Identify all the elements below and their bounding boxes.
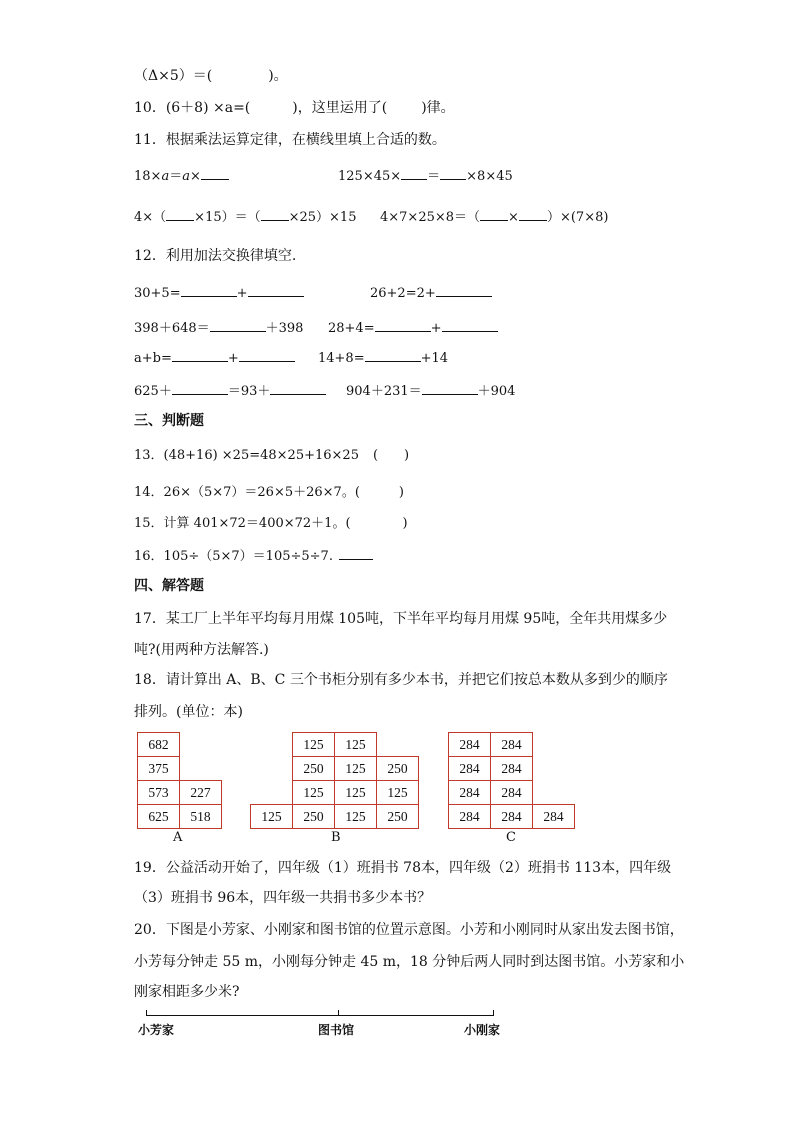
question-13: 13．(48+16) ×25=48×25+16×25 ( ) — [134, 448, 410, 463]
blank[interactable] — [210, 318, 266, 332]
blank[interactable] — [365, 348, 421, 362]
cell: 250 — [377, 805, 419, 829]
cell: 518 — [180, 805, 222, 829]
question-14: 14．26×（5×7）＝26×5＋26×7。( ) — [134, 485, 404, 500]
left-end-tick — [146, 1010, 147, 1016]
q12-row2-right: 28+4= + — [328, 318, 498, 338]
cell: 250 — [293, 757, 335, 781]
cell: 125 — [377, 781, 419, 805]
cell: 284 — [449, 781, 491, 805]
question-20-line1: 20．下图是小芳家、小刚家和图书馆的位置示意图。小芳和小刚同时从家出发去图书馆， — [134, 922, 684, 938]
cell: 250 — [377, 757, 419, 781]
cell: 375 — [138, 757, 180, 781]
bookcase-a-label: A — [173, 830, 183, 845]
cell: 625 — [138, 805, 180, 829]
question-18-line1: 18．请计算出 A、B、C 三个书柜分别有多少本书，并把它们按总本数从多到少的顺序 — [134, 672, 668, 688]
blank[interactable] — [401, 166, 427, 180]
cell: 125 — [335, 757, 377, 781]
cell: 227 — [180, 781, 222, 805]
q11-row2-right: 4×7×25×8＝（ × ）×(7×8) — [380, 207, 608, 227]
q12-row4-right: 904＋231＝ ＋904 — [346, 381, 515, 401]
question-20-line3: 刚家相距多少米? — [134, 984, 240, 1000]
blank[interactable] — [480, 207, 508, 221]
q9-tail: （Δ×5）＝( )。 — [134, 68, 288, 84]
blank[interactable] — [436, 283, 492, 297]
cell: 573 — [138, 781, 180, 805]
right-end-tick — [493, 1010, 494, 1016]
blank[interactable] — [239, 348, 295, 362]
blank[interactable] — [201, 166, 229, 180]
cell: 125 — [293, 781, 335, 805]
bookcase-b-label: B — [331, 830, 341, 845]
question-16: 16．105÷（5×7）＝105÷5÷7. — [134, 546, 373, 566]
question-10: 10．(6＋8) ×a=( )，这里运用了( )律。 — [134, 100, 455, 116]
q11-row2-left: 4×（ ×15）＝（ ×25）×15 — [134, 207, 356, 227]
cell: 125 — [335, 733, 377, 757]
blank[interactable] — [422, 381, 478, 395]
cell: 284 — [491, 781, 533, 805]
question-17-line2: 吨?(用两种方法解答.) — [134, 642, 269, 658]
cell: 125 — [251, 805, 293, 829]
cell: 284 — [449, 757, 491, 781]
blank[interactable] — [181, 283, 237, 297]
q11-row1-left: 18×a＝a× — [134, 166, 229, 186]
cell: 284 — [533, 805, 575, 829]
question-19-line2: （3）班捐书 96本，四年级一共捐书多少本书？ — [134, 890, 432, 906]
cell: 284 — [449, 805, 491, 829]
cell: 284 — [491, 757, 533, 781]
q12-row3-left: a+b= + — [134, 348, 295, 368]
xiaogang-home-label: 小刚家 — [464, 1023, 501, 1037]
bookcase-c-label: C — [506, 830, 516, 845]
cell: 125 — [335, 781, 377, 805]
cell: 284 — [449, 733, 491, 757]
cell: 682 — [138, 733, 180, 757]
blank[interactable] — [440, 166, 466, 180]
cell: 125 — [293, 733, 335, 757]
question-19-line1: 19．公益活动开始了，四年级（1）班捐书 78本，四年级（2）班捐书 113本，四年级 — [134, 860, 672, 876]
xiaofang-home-label: 小芳家 — [138, 1023, 175, 1037]
section-answer-heading: 四、解答题 — [134, 578, 204, 594]
blank[interactable] — [261, 207, 289, 221]
bookcase-c — [448, 732, 575, 829]
bookcase-a — [137, 732, 222, 829]
q12-row1-right: 26+2=2+ — [370, 283, 492, 303]
cell: 125 — [335, 805, 377, 829]
question-20-line2: 小芳每分钟走 55 m，小刚每分钟走 45 m，18 分钟后两人同时到达图书馆。小芳家和小 — [134, 954, 685, 970]
blank[interactable] — [172, 348, 228, 362]
section-judgement-heading: 三、判断题 — [134, 413, 204, 429]
question-11-title: 11．根据乘法运算定律，在横线里填上合适的数。 — [134, 132, 446, 148]
q12-row3-right: 14+8= +14 — [318, 348, 448, 368]
question-15: 15．计算 401×72＝400×72＋1。( ) — [134, 516, 408, 531]
blank[interactable] — [519, 207, 547, 221]
q12-row1-left: 30+5= + — [134, 283, 304, 303]
library-tick — [338, 1010, 339, 1016]
blank[interactable] — [270, 381, 326, 395]
q11-row1-right: 125×45× ＝ ×8×45 — [338, 166, 513, 186]
blank[interactable] — [442, 318, 498, 332]
blank[interactable] — [375, 318, 431, 332]
blank[interactable] — [248, 283, 304, 297]
question-12-title: 12．利用加法交换律填空. — [134, 248, 297, 264]
question-17-line1: 17．某工厂上半年平均每月用煤 105吨，下半年平均每月用煤 95吨，全年共用煤多少 — [134, 611, 668, 627]
question-18-line2: 排列。(单位：本) — [134, 704, 243, 720]
blank[interactable] — [172, 381, 228, 395]
answer-blank[interactable] — [339, 546, 373, 560]
library-label: 图书馆 — [318, 1023, 355, 1037]
q12-row2-left: 398＋648＝ ＋398 — [134, 318, 303, 338]
cell: 284 — [491, 805, 533, 829]
cell: 284 — [491, 733, 533, 757]
route-line — [146, 1015, 494, 1016]
bookcase-b — [250, 732, 419, 829]
q12-row4-left: 625＋ ＝93＋ — [134, 381, 326, 401]
blank[interactable] — [166, 207, 194, 221]
cell: 250 — [293, 805, 335, 829]
